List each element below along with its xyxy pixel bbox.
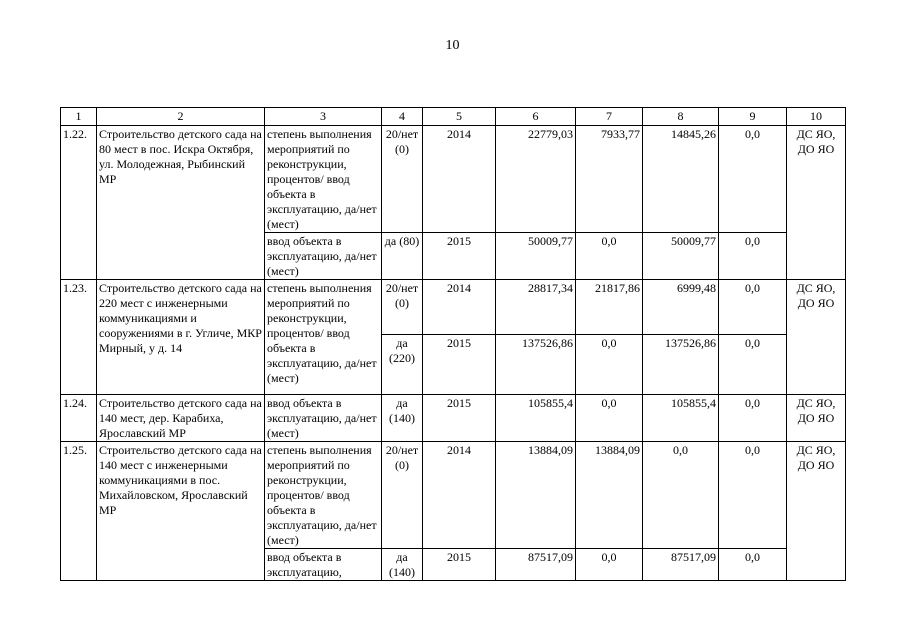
budget-cell: 0,0 <box>719 442 787 549</box>
program-table <box>60 107 846 581</box>
total-cell: 22779,03 <box>496 126 576 233</box>
column-header: 10 <box>787 108 846 126</box>
budget-cell: 0,0 <box>719 335 787 395</box>
budget-cell: 50009,77 <box>643 233 719 280</box>
column-header: 6 <box>496 108 576 126</box>
column-header: 3 <box>265 108 382 126</box>
budget-cell: 0,0 <box>576 549 643 581</box>
object-name: Строительство детского сада на 220 мест с инженерными коммуникациями и сооружениями в г. Угличе, МКР Мирный, у д. 14 <box>97 280 265 395</box>
column-header: 2 <box>97 108 265 126</box>
budget-cell: 0,0 <box>576 335 643 395</box>
indicator-cell: ввод объекта в эксплуатацию, да/нет (мест) <box>265 233 382 280</box>
column-header: 7 <box>576 108 643 126</box>
budget-cell: 137526,86 <box>643 335 719 395</box>
indicator-cell: степень выполнения мероприятий по реконструкции, процентов/ ввод объекта в эксплуатацию, да/нет (мест) <box>265 126 382 233</box>
row-number: 1.22. <box>61 126 97 280</box>
budget-cell: 0,0 <box>719 280 787 335</box>
object-name: Строительство детского сада на 140 мест, дер. Карабиха, Ярославский МР <box>97 395 265 442</box>
indicator-value: да (140) <box>382 549 423 581</box>
total-cell: 13884,09 <box>496 442 576 549</box>
executor-cell: ДС ЯО, ДО ЯО <box>787 395 846 442</box>
budget-cell: 0,0 <box>719 395 787 442</box>
year-cell: 2014 <box>423 442 496 549</box>
year-cell: 2015 <box>423 233 496 280</box>
indicator-value: 20/нет (0) <box>382 126 423 233</box>
total-cell: 50009,77 <box>496 233 576 280</box>
budget-cell: 87517,09 <box>643 549 719 581</box>
indicator-value: 20/нет (0) <box>382 442 423 549</box>
budget-cell: 0,0 <box>719 233 787 280</box>
year-cell: 2015 <box>423 335 496 395</box>
budget-cell: 0,0 <box>576 233 643 280</box>
table-row <box>61 442 846 549</box>
indicator-value: да (140) <box>382 395 423 442</box>
budget-cell: 105855,4 <box>643 395 719 442</box>
indicator-value: 20/нет (0) <box>382 280 423 335</box>
object-name: Строительство детского сада на 140 мест с инженерными коммуникациями в пос. Михайловском, Ярославский МР <box>97 442 265 581</box>
indicator-cell: ввод объекта в эксплуатацию, <box>265 549 382 581</box>
year-cell: 2014 <box>423 280 496 335</box>
budget-cell: 0,0 <box>643 442 719 549</box>
row-number: 1.25. <box>61 442 97 581</box>
indicator-cell: степень выполнения мероприятий по реконструкции, процентов/ ввод объекта в эксплуатацию, да/нет (мест) <box>265 280 382 395</box>
year-cell: 2015 <box>423 395 496 442</box>
budget-cell: 0,0 <box>576 395 643 442</box>
page-number: 10 <box>445 38 460 53</box>
indicator-value: да (80) <box>382 233 423 280</box>
column-header: 8 <box>643 108 719 126</box>
budget-cell: 0,0 <box>719 549 787 581</box>
header-row <box>61 108 846 126</box>
table-row <box>61 395 846 442</box>
executor-cell: ДС ЯО, ДО ЯО <box>787 280 846 395</box>
row-number: 1.24. <box>61 395 97 442</box>
indicator-value: да (220) <box>382 335 423 395</box>
budget-cell: 21817,86 <box>576 280 643 335</box>
column-header: 1 <box>61 108 97 126</box>
total-cell: 28817,34 <box>496 280 576 335</box>
indicator-cell: степень выполнения мероприятий по реконструкции, процентов/ ввод объекта в эксплуатацию, да/нет (мест) <box>265 442 382 549</box>
executor-cell: ДС ЯО, ДО ЯО <box>787 442 846 581</box>
total-cell: 137526,86 <box>496 335 576 395</box>
budget-cell: 14845,26 <box>643 126 719 233</box>
year-cell: 2014 <box>423 126 496 233</box>
budget-cell: 6999,48 <box>643 280 719 335</box>
column-header: 5 <box>423 108 496 126</box>
executor-cell: ДС ЯО, ДО ЯО <box>787 126 846 280</box>
indicator-cell: ввод объекта в эксплуатацию, да/нет (мест) <box>265 395 382 442</box>
column-header: 9 <box>719 108 787 126</box>
year-cell: 2015 <box>423 549 496 581</box>
total-cell: 87517,09 <box>496 549 576 581</box>
row-number: 1.23. <box>61 280 97 395</box>
budget-cell: 0,0 <box>719 126 787 233</box>
table-row <box>61 126 846 233</box>
budget-cell: 7933,77 <box>576 126 643 233</box>
object-name: Строительство детского сада на 80 мест в пос. Искра Октября, ул. Молодежная, Рыбинский МР <box>97 126 265 280</box>
budget-cell: 13884,09 <box>576 442 643 549</box>
column-header: 4 <box>382 108 423 126</box>
table-row <box>61 280 846 335</box>
total-cell: 105855,4 <box>496 395 576 442</box>
